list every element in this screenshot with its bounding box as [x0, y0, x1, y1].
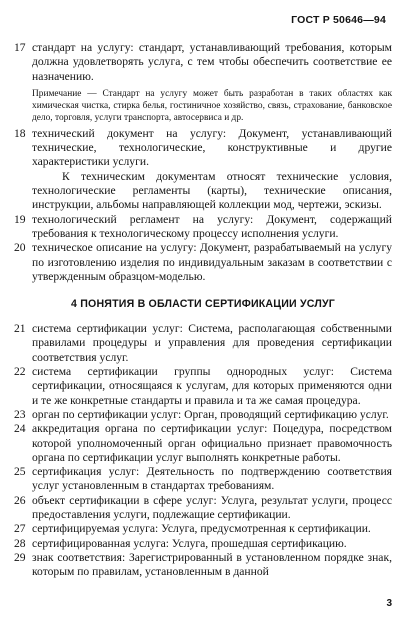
term-entry	[14, 127, 392, 170]
term-definition: сертифицируемая услуга: Услуга, предусмотренная к сертификации.	[32, 522, 371, 536]
term-entry	[14, 551, 392, 580]
term-definition: технологический регламент на услугу: Документ, содержащий требования к технологическому процессу исполнения услуги.	[32, 212, 392, 240]
entries-group-d	[14, 322, 392, 579]
term-entry	[14, 408, 392, 422]
term-number: 28	[14, 536, 26, 550]
term-number: 29	[14, 550, 26, 564]
term-entry	[14, 537, 392, 551]
term-entry	[14, 213, 392, 242]
entries-group-a	[14, 41, 392, 84]
term-number: 27	[14, 522, 26, 536]
term-entry	[14, 241, 392, 284]
term-number: 17	[14, 41, 26, 54]
term-entry	[14, 522, 392, 536]
term-entry	[14, 322, 392, 365]
term-number: 25	[14, 465, 26, 479]
term-definition: система сертификации услуг: Система, располагающая собственными правилами процедуры и управления для проведения сертификации соответствия услуг.	[32, 322, 392, 364]
term-entry	[14, 465, 392, 494]
entries-group-b	[14, 127, 392, 170]
term-definition: орган по сертификации услуг: Орган, проводящий сертификацию услуг.	[32, 407, 389, 421]
term-definition: технический документ на услугу: Документ, устанавливающий технические, технологические, конструктивные и другие характеристики услуги.	[32, 126, 392, 169]
term-number: 21	[14, 322, 26, 336]
term-definition: сертифицированная услуга: Услуга, прошедшая сертификацию.	[32, 536, 347, 550]
document-code-header: ГОСТ Р 50646—94	[291, 14, 386, 26]
term-number: 24	[14, 422, 26, 436]
term-number: 26	[14, 493, 26, 507]
term-definition: объект сертификации в сфере услуг: Услуга, результат услуги, процесс предоставления услуги, подлежащие сертификации.	[32, 493, 392, 522]
term-number: 22	[14, 365, 26, 379]
section-heading: 4 ПОНЯТИЯ В ОБЛАСТИ СЕРТИФИКАЦИИ УСЛУГ	[70, 298, 336, 311]
explanatory-paragraph: К техническим документам относят технические условия, технологические регламенты (карты), технические описания, инструкции, альбомы направляющей коллекции мод, чертежи, эскизы.	[32, 169, 392, 212]
term-definition: техническое описание на услугу: Документ, разрабатываемый на услугу по изготовлению изделия по индивидуальным заказам в соответствии с утвержденным образцом-моделью.	[32, 241, 392, 283]
term-number: 20	[14, 241, 26, 255]
document-body	[14, 41, 392, 580]
term-number: 23	[14, 407, 26, 421]
term-definition: аккредитация органа по сертификации услуг: Поцедура, посредством которой уполномоченный орган официально признает правомочность органа по сертификации услуг выполнять конкретные работы.	[32, 422, 392, 464]
term-number: 19	[14, 212, 26, 226]
note-paragraph: Примечание — Стандарт на услугу может быть разработан в таких областях как химическая чистка, стирка белья, гостиничное хозяйство, связь, страхование, банковское дело, торговля, услуги транспорта, автосервиса и др.	[32, 88, 392, 123]
term-entry	[14, 494, 392, 523]
entries-group-c	[14, 213, 392, 284]
term-definition: стандарт на услугу: стандарт, устанавливающий требования, которым должна удовлетворять услуга, с тем чтобы обеспечить соответствие ее назначению.	[32, 41, 392, 83]
term-entry	[14, 41, 392, 84]
page-number: 3	[386, 598, 392, 609]
term-definition: знак соответствия: Зарегистрированный в установленном порядке знак, которым по правилам, установленным в данной	[32, 550, 392, 579]
term-number: 18	[14, 126, 26, 140]
term-definition: сертификация услуг: Деятельность по подтверждению соответствия услуг установленным в стандартах требованиям.	[32, 465, 392, 493]
term-entry	[14, 365, 392, 408]
term-entry	[14, 422, 392, 465]
term-definition: система сертификации группы однородных услуг: Система сертификации, относящаяся к услугам, для которых применяются одни и те же конкретные стандарты и правила и та же самая процедура.	[32, 365, 392, 407]
